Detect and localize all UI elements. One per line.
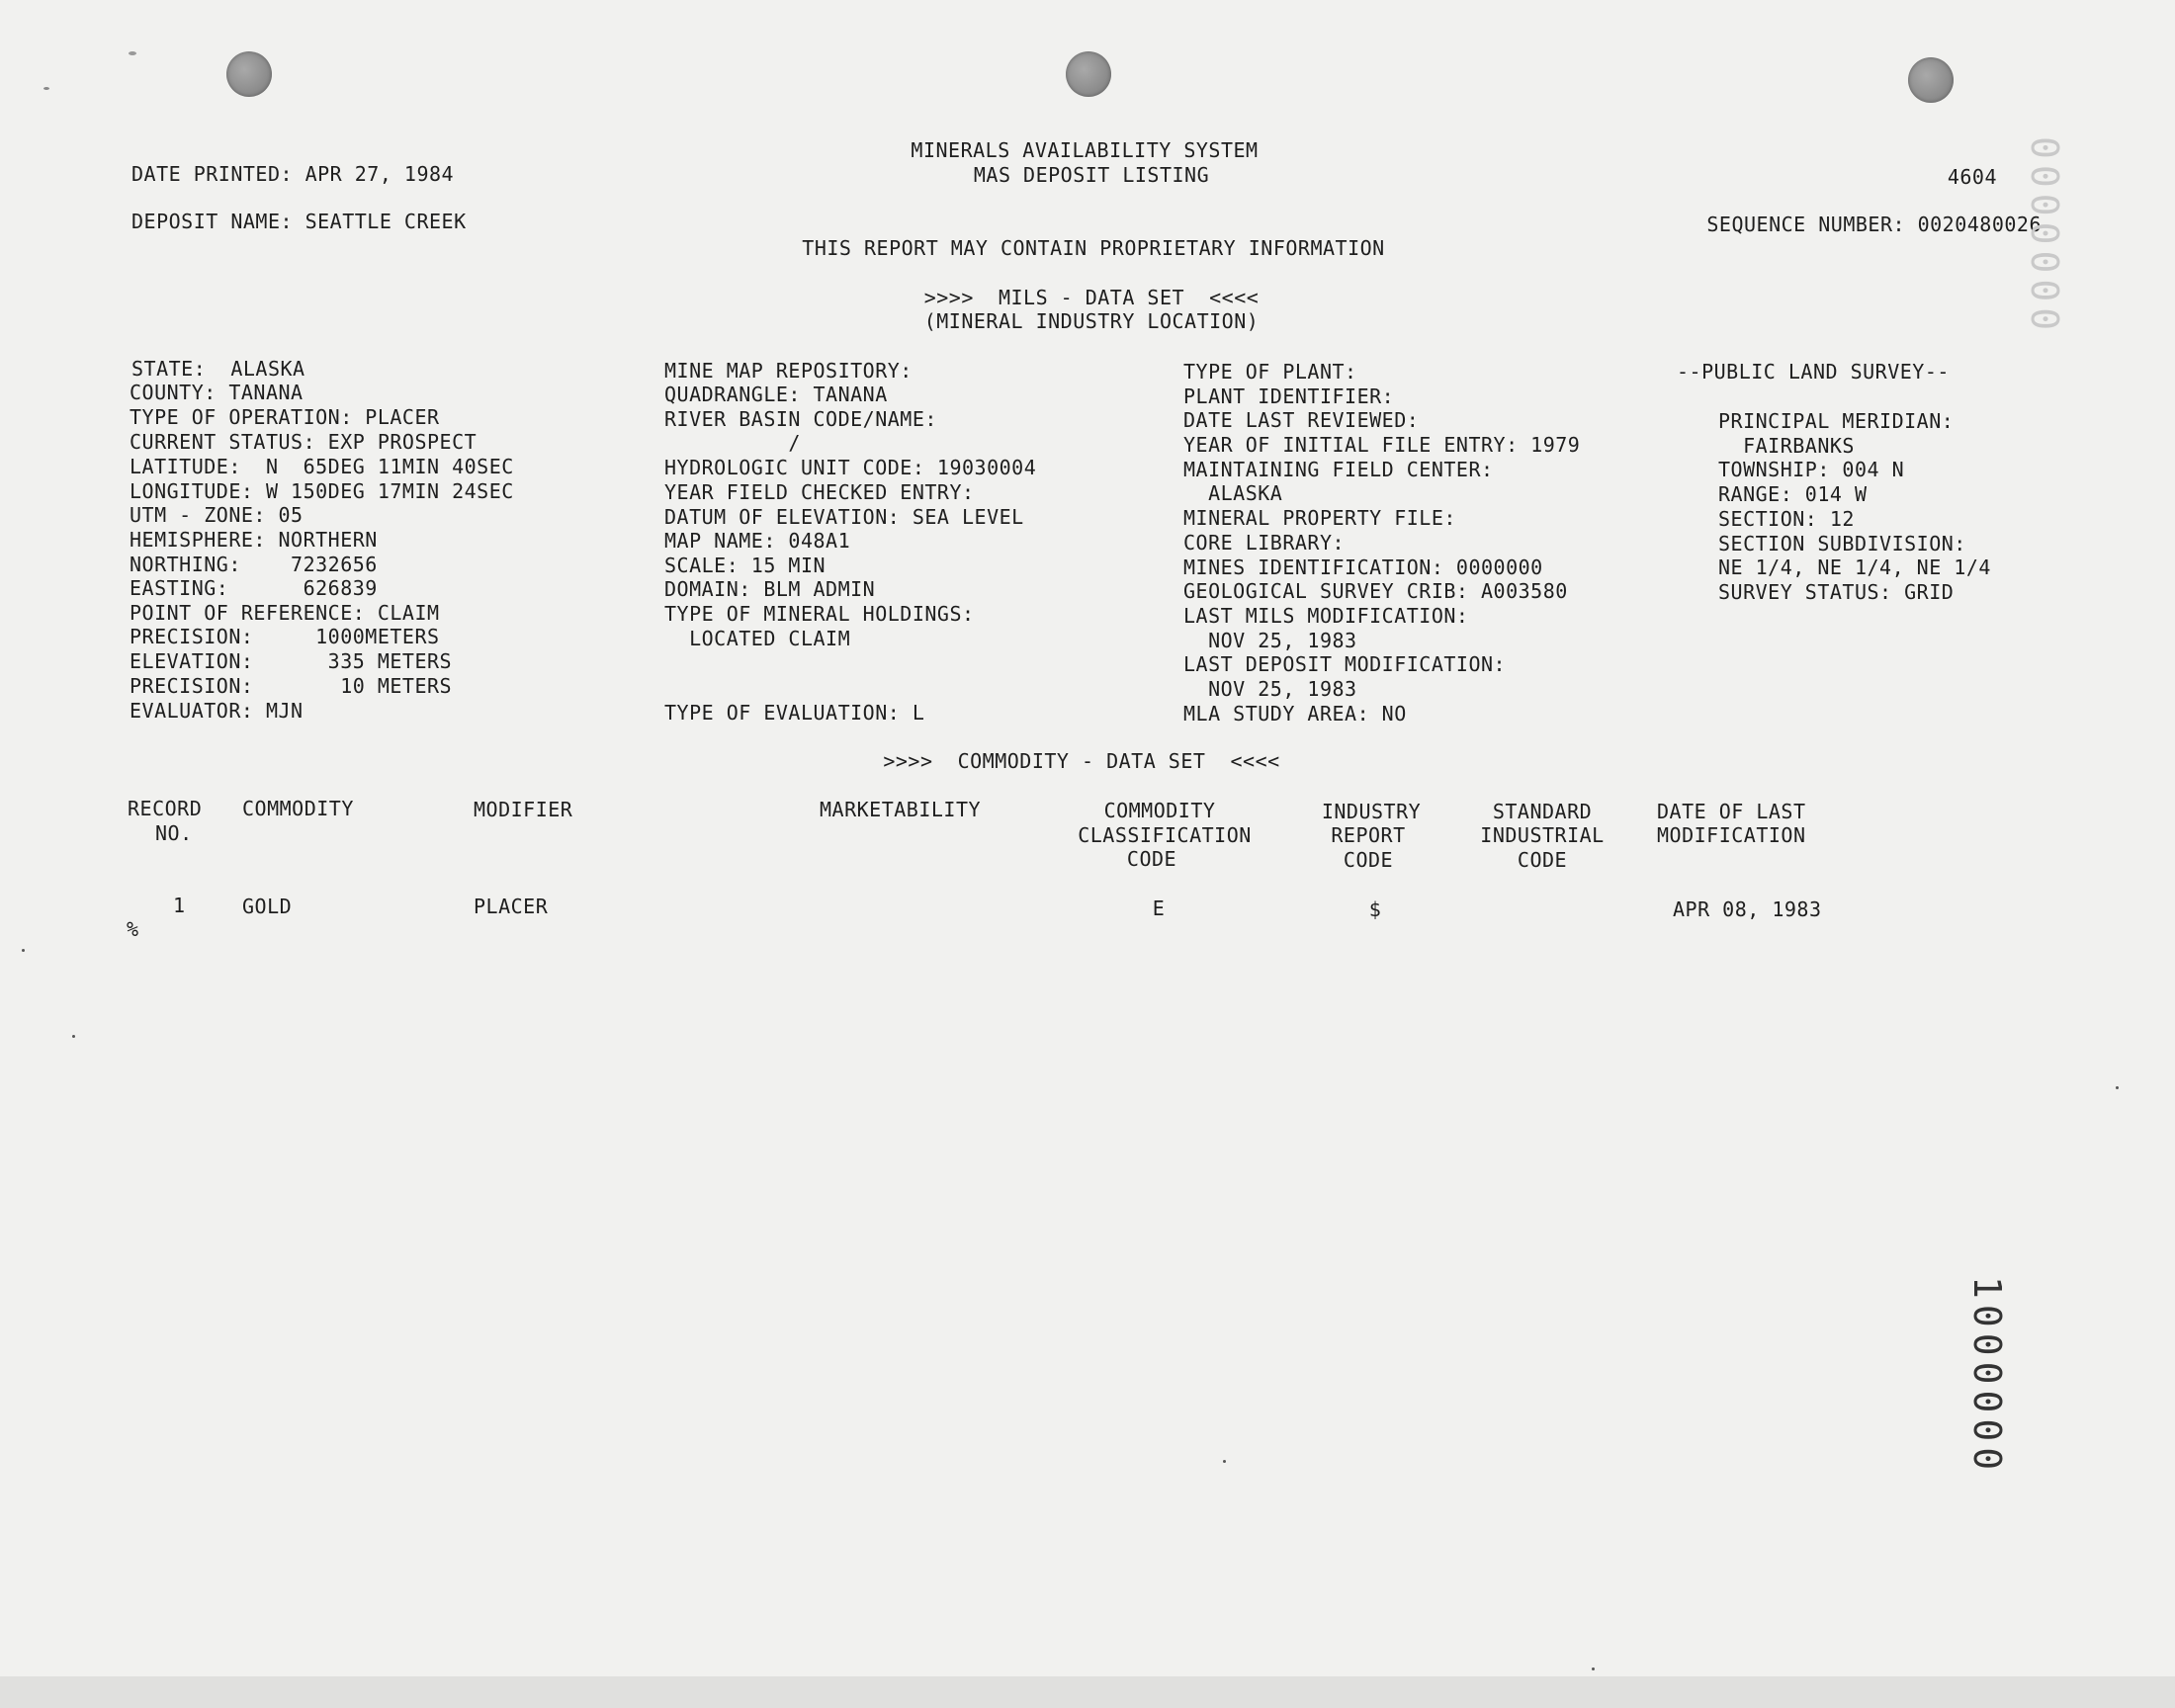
field-line: RANGE: 014 W	[1718, 482, 1868, 506]
field-line: TYPE OF MINERAL HOLDINGS:	[664, 602, 975, 626]
cell-date: APR 08, 1983	[1673, 897, 1822, 921]
field-line: DATUM OF ELEVATION: SEA LEVEL	[664, 505, 1024, 529]
punch-hole-center	[1066, 51, 1111, 97]
field-line: SURVEY STATUS: GRID	[1718, 580, 1955, 604]
field-line: LONGITUDE: W 150DEG 17MIN 24SEC	[130, 479, 514, 503]
date-printed: DATE PRINTED: APR 27, 1984	[131, 162, 455, 186]
punch-hole-right	[1908, 57, 1954, 103]
field-line: PLANT IDENTIFIER:	[1183, 384, 1395, 408]
scan-speck	[44, 87, 49, 90]
commodity-section-title: >>>> COMMODITY - DATA SET <<<<	[883, 749, 1280, 773]
stamp-number: 1000000	[1965, 1276, 2009, 1477]
field-line: NE 1/4, NE 1/4, NE 1/4	[1718, 555, 1991, 579]
field-line: CURRENT STATUS: EXP PROSPECT	[130, 430, 478, 454]
scan-speck	[2116, 1086, 2119, 1089]
col-header-date: MODIFICATION	[1657, 823, 1806, 847]
field-line: UTM - ZONE: 05	[130, 503, 304, 527]
cell-classification: E	[1152, 897, 1166, 920]
punch-hole-left	[226, 51, 272, 97]
field-line: GEOLOGICAL SURVEY CRIB: A003580	[1183, 579, 1568, 603]
field-line: /	[664, 431, 801, 455]
field-line: STATE: ALASKA	[131, 357, 305, 381]
field-line: COUNTY: TANANA	[130, 381, 304, 404]
field-line: MLA STUDY AREA: NO	[1183, 702, 1407, 726]
mils-section-title: >>>> MILS - DATA SET <<<<	[923, 286, 1260, 309]
col-header-classification: CODE	[1126, 847, 1177, 871]
cell-modifier: PLACER	[474, 895, 549, 918]
field-line: TYPE OF PLANT:	[1183, 360, 1357, 384]
scan-speck	[1223, 1460, 1226, 1463]
page-code: 4604	[1947, 165, 1997, 189]
field-line: CORE LIBRARY:	[1183, 531, 1346, 555]
col-header-standard: STANDARD	[1492, 800, 1593, 823]
cell-commodity: GOLD	[242, 895, 293, 918]
field-line: LOCATED CLAIM	[664, 627, 851, 650]
field-line: MINES IDENTIFICATION: 0000000	[1183, 555, 1543, 579]
field-line: RIVER BASIN CODE/NAME:	[664, 407, 937, 431]
field-line: MAP NAME: 048A1	[664, 529, 851, 553]
field-line: LAST MILS MODIFICATION:	[1183, 604, 1469, 628]
col-header-industry: CODE	[1343, 848, 1394, 872]
field-line: SCALE: 15 MIN	[664, 554, 826, 577]
col-header-commodity: COMMODITY	[242, 797, 354, 820]
col-header-record: RECORD	[128, 797, 203, 820]
field-line: NORTHING: 7232656	[130, 553, 378, 576]
col-header-industry: INDUSTRY	[1321, 800, 1422, 823]
col-header-industry: REPORT	[1331, 823, 1406, 847]
field-line: POINT OF REFERENCE: CLAIM	[130, 601, 440, 625]
mils-section-subtitle: (MINERAL INDUSTRY LOCATION)	[923, 309, 1260, 333]
field-line: SECTION SUBDIVISION:	[1718, 532, 1966, 555]
scan-speck	[22, 949, 25, 952]
col-header-classification: COMMODITY	[1103, 799, 1216, 822]
field-line: DOMAIN: BLM ADMIN	[664, 577, 876, 601]
field-line: NOV 25, 1983	[1183, 629, 1357, 652]
deposit-name: DEPOSIT NAME: SEATTLE CREEK	[131, 210, 467, 233]
scan-speck	[72, 1035, 75, 1038]
field-line: FAIRBANKS	[1718, 434, 1855, 458]
cell-industry: $	[1368, 897, 1382, 921]
field-line: ELEVATION: 335 METERS	[130, 649, 453, 673]
col-header-modifier: MODIFIER	[474, 798, 573, 821]
field-line: QUADRANGLE: TANANA	[664, 383, 888, 406]
field-line: YEAR OF INITIAL FILE ENTRY: 1979	[1183, 433, 1581, 457]
field-line: YEAR FIELD CHECKED ENTRY:	[664, 480, 975, 504]
field-line: HYDROLOGIC UNIT CODE: 19030004	[664, 456, 1037, 479]
field-line: LAST DEPOSIT MODIFICATION:	[1183, 652, 1507, 676]
col-header-record: NO.	[155, 821, 193, 845]
field-line: TOWNSHIP: 004 N	[1718, 458, 1905, 481]
field-line: MINE MAP REPOSITORY:	[664, 359, 913, 383]
field-line: ALASKA	[1183, 481, 1283, 505]
end-marker: %	[127, 917, 139, 941]
cell-record: 1	[173, 894, 186, 917]
field-line: MAINTAINING FIELD CENTER:	[1183, 458, 1494, 481]
field-line: EASTING: 626839	[130, 576, 378, 600]
field-line: HEMISPHERE: NORTHERN	[130, 528, 378, 552]
field-line: EVALUATOR: MJN	[130, 699, 304, 723]
system-title: MINERALS AVAILABILITY SYSTEM	[911, 138, 1259, 162]
col-header-standard: INDUSTRIAL	[1480, 823, 1605, 847]
field-line: PRECISION: 1000METERS	[130, 625, 440, 648]
field-line: SECTION: 12	[1718, 507, 1855, 531]
col-header-standard: CODE	[1517, 848, 1568, 872]
faint-stamp-number: 0000000	[2023, 136, 2066, 337]
field-line: PRINCIPAL MERIDIAN:	[1718, 409, 1955, 433]
field-line: TYPE OF EVALUATION: L	[664, 701, 925, 725]
field-line: TYPE OF OPERATION: PLACER	[130, 405, 440, 429]
field-line: --PUBLIC LAND SURVEY--	[1677, 360, 1950, 384]
field-line: DATE LAST REVIEWED:	[1183, 408, 1420, 432]
col-header-date: DATE OF LAST	[1657, 800, 1806, 823]
col-header-marketability: MARKETABILITY	[820, 798, 982, 821]
field-line: LATITUDE: N 65DEG 11MIN 40SEC	[130, 455, 514, 478]
listing-title: MAS DEPOSIT LISTING	[973, 163, 1210, 187]
field-line: MINERAL PROPERTY FILE:	[1183, 506, 1456, 530]
scan-bottom-edge	[0, 1676, 2175, 1708]
scan-speck	[129, 51, 136, 55]
col-header-classification: CLASSIFICATION	[1078, 823, 1252, 847]
proprietary-notice: THIS REPORT MAY CONTAIN PROPRIETARY INFORMATION	[802, 236, 1385, 260]
field-line: NOV 25, 1983	[1183, 677, 1357, 701]
sequence-number: SEQUENCE NUMBER: 0020480026	[1706, 213, 2042, 236]
scan-speck	[1592, 1667, 1595, 1670]
field-line: PRECISION: 10 METERS	[130, 674, 453, 698]
